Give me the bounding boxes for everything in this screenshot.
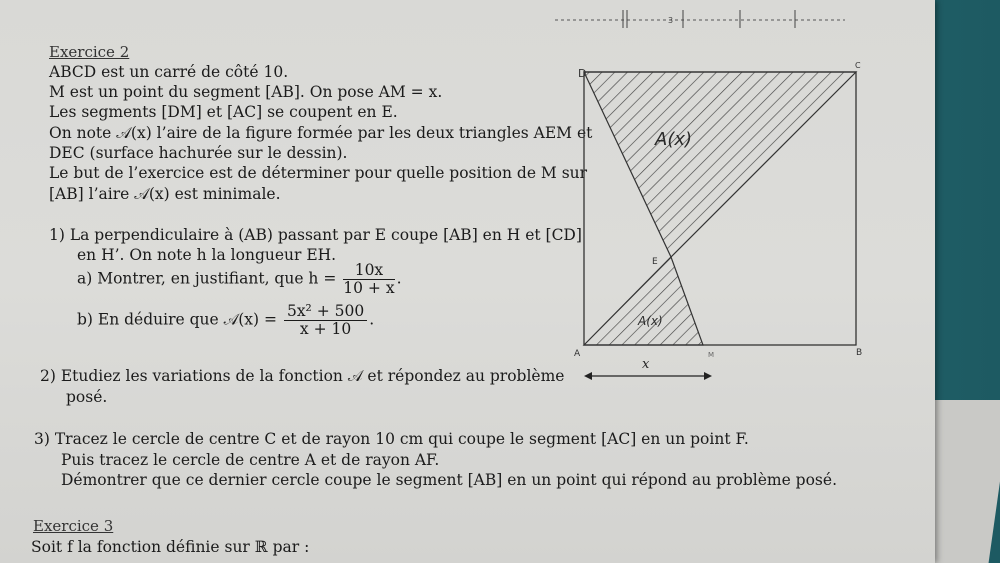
q1a-numerator: 10x bbox=[343, 262, 394, 280]
q1b-denominator: x + 10 bbox=[299, 320, 352, 338]
question-2: 2) Etudiez les variations de la fonction 𝒜 et répondez au problème bbox=[40, 367, 565, 385]
square-figure bbox=[560, 50, 880, 390]
ex2-line-7: [AB] l’aire 𝒜(x) est minimale. bbox=[49, 185, 281, 203]
question-3-line-3: Démontrer que ce dernier cercle coupe le segment [AB] en un point qui répond au problème posé. bbox=[61, 471, 837, 489]
q1a-fraction bbox=[343, 262, 394, 297]
ex2-line-6: Le but de l’exercice est de déterminer pour quelle position de M sur bbox=[49, 164, 588, 182]
label-c: C bbox=[855, 61, 861, 70]
ex2-line-2: M est un point du segment [AB]. On pose AM = x. bbox=[49, 83, 443, 101]
label-e: E bbox=[652, 257, 658, 267]
label-b: B bbox=[856, 348, 863, 358]
question-2-cont: posé. bbox=[66, 388, 108, 406]
label-m: M bbox=[708, 351, 715, 359]
handwritten-area-top: A(x) bbox=[655, 129, 693, 150]
ex2-line-5: DEC (surface hachurée sur le dessin). bbox=[49, 144, 348, 162]
question-1a bbox=[77, 262, 402, 297]
ex2-line-4: On note 𝒜(x) l’aire de la figure formée par les deux triangles AEM et bbox=[49, 124, 593, 142]
q1b-numerator: 5x² + 500 bbox=[284, 303, 367, 321]
q1a-suffix: . bbox=[396, 269, 402, 288]
label-d: D bbox=[578, 67, 587, 80]
question-1b bbox=[77, 303, 374, 338]
triangle-dec bbox=[584, 72, 856, 257]
triangle-aem bbox=[584, 257, 703, 345]
ex2-line-1: ABCD est un carré de côté 10. bbox=[49, 63, 289, 81]
question-1-cont: en H’. On note h la longueur EH. bbox=[77, 246, 337, 264]
label-a: A bbox=[574, 349, 581, 359]
q1a-denominator: 10 + x bbox=[343, 279, 395, 297]
exercise2-title: Exercice 2 bbox=[49, 43, 130, 61]
top-scale-label: 3 bbox=[668, 16, 674, 25]
ex2-line-3: Les segments [DM] et [AC] se coupent en E. bbox=[49, 103, 398, 121]
q1b-suffix: . bbox=[369, 310, 375, 329]
top-scale-marks bbox=[555, 8, 855, 30]
handwritten-area-bottom: A(x) bbox=[638, 314, 663, 328]
exercise3-title: Exercice 3 bbox=[33, 517, 114, 535]
q1a-prefix: a) Montrer, en justifiant, que h = bbox=[77, 269, 337, 288]
question-1: 1) La perpendiculaire à (AB) passant par E coupe [AB] en H et [CD] bbox=[49, 226, 582, 244]
label-x: x bbox=[642, 357, 650, 372]
q1b-fraction bbox=[284, 303, 367, 338]
exercise3-line: Soit f la fonction définie sur ℝ par : bbox=[31, 538, 310, 556]
q1b-prefix: b) En déduire que 𝒜(x) = bbox=[77, 310, 278, 329]
question-3-line-2: Puis tracez le cercle de centre A et de rayon AF. bbox=[61, 451, 440, 469]
question-3: 3) Tracez le cercle de centre C et de rayon 10 cm qui coupe le segment [AC] en un point F. bbox=[34, 430, 749, 448]
